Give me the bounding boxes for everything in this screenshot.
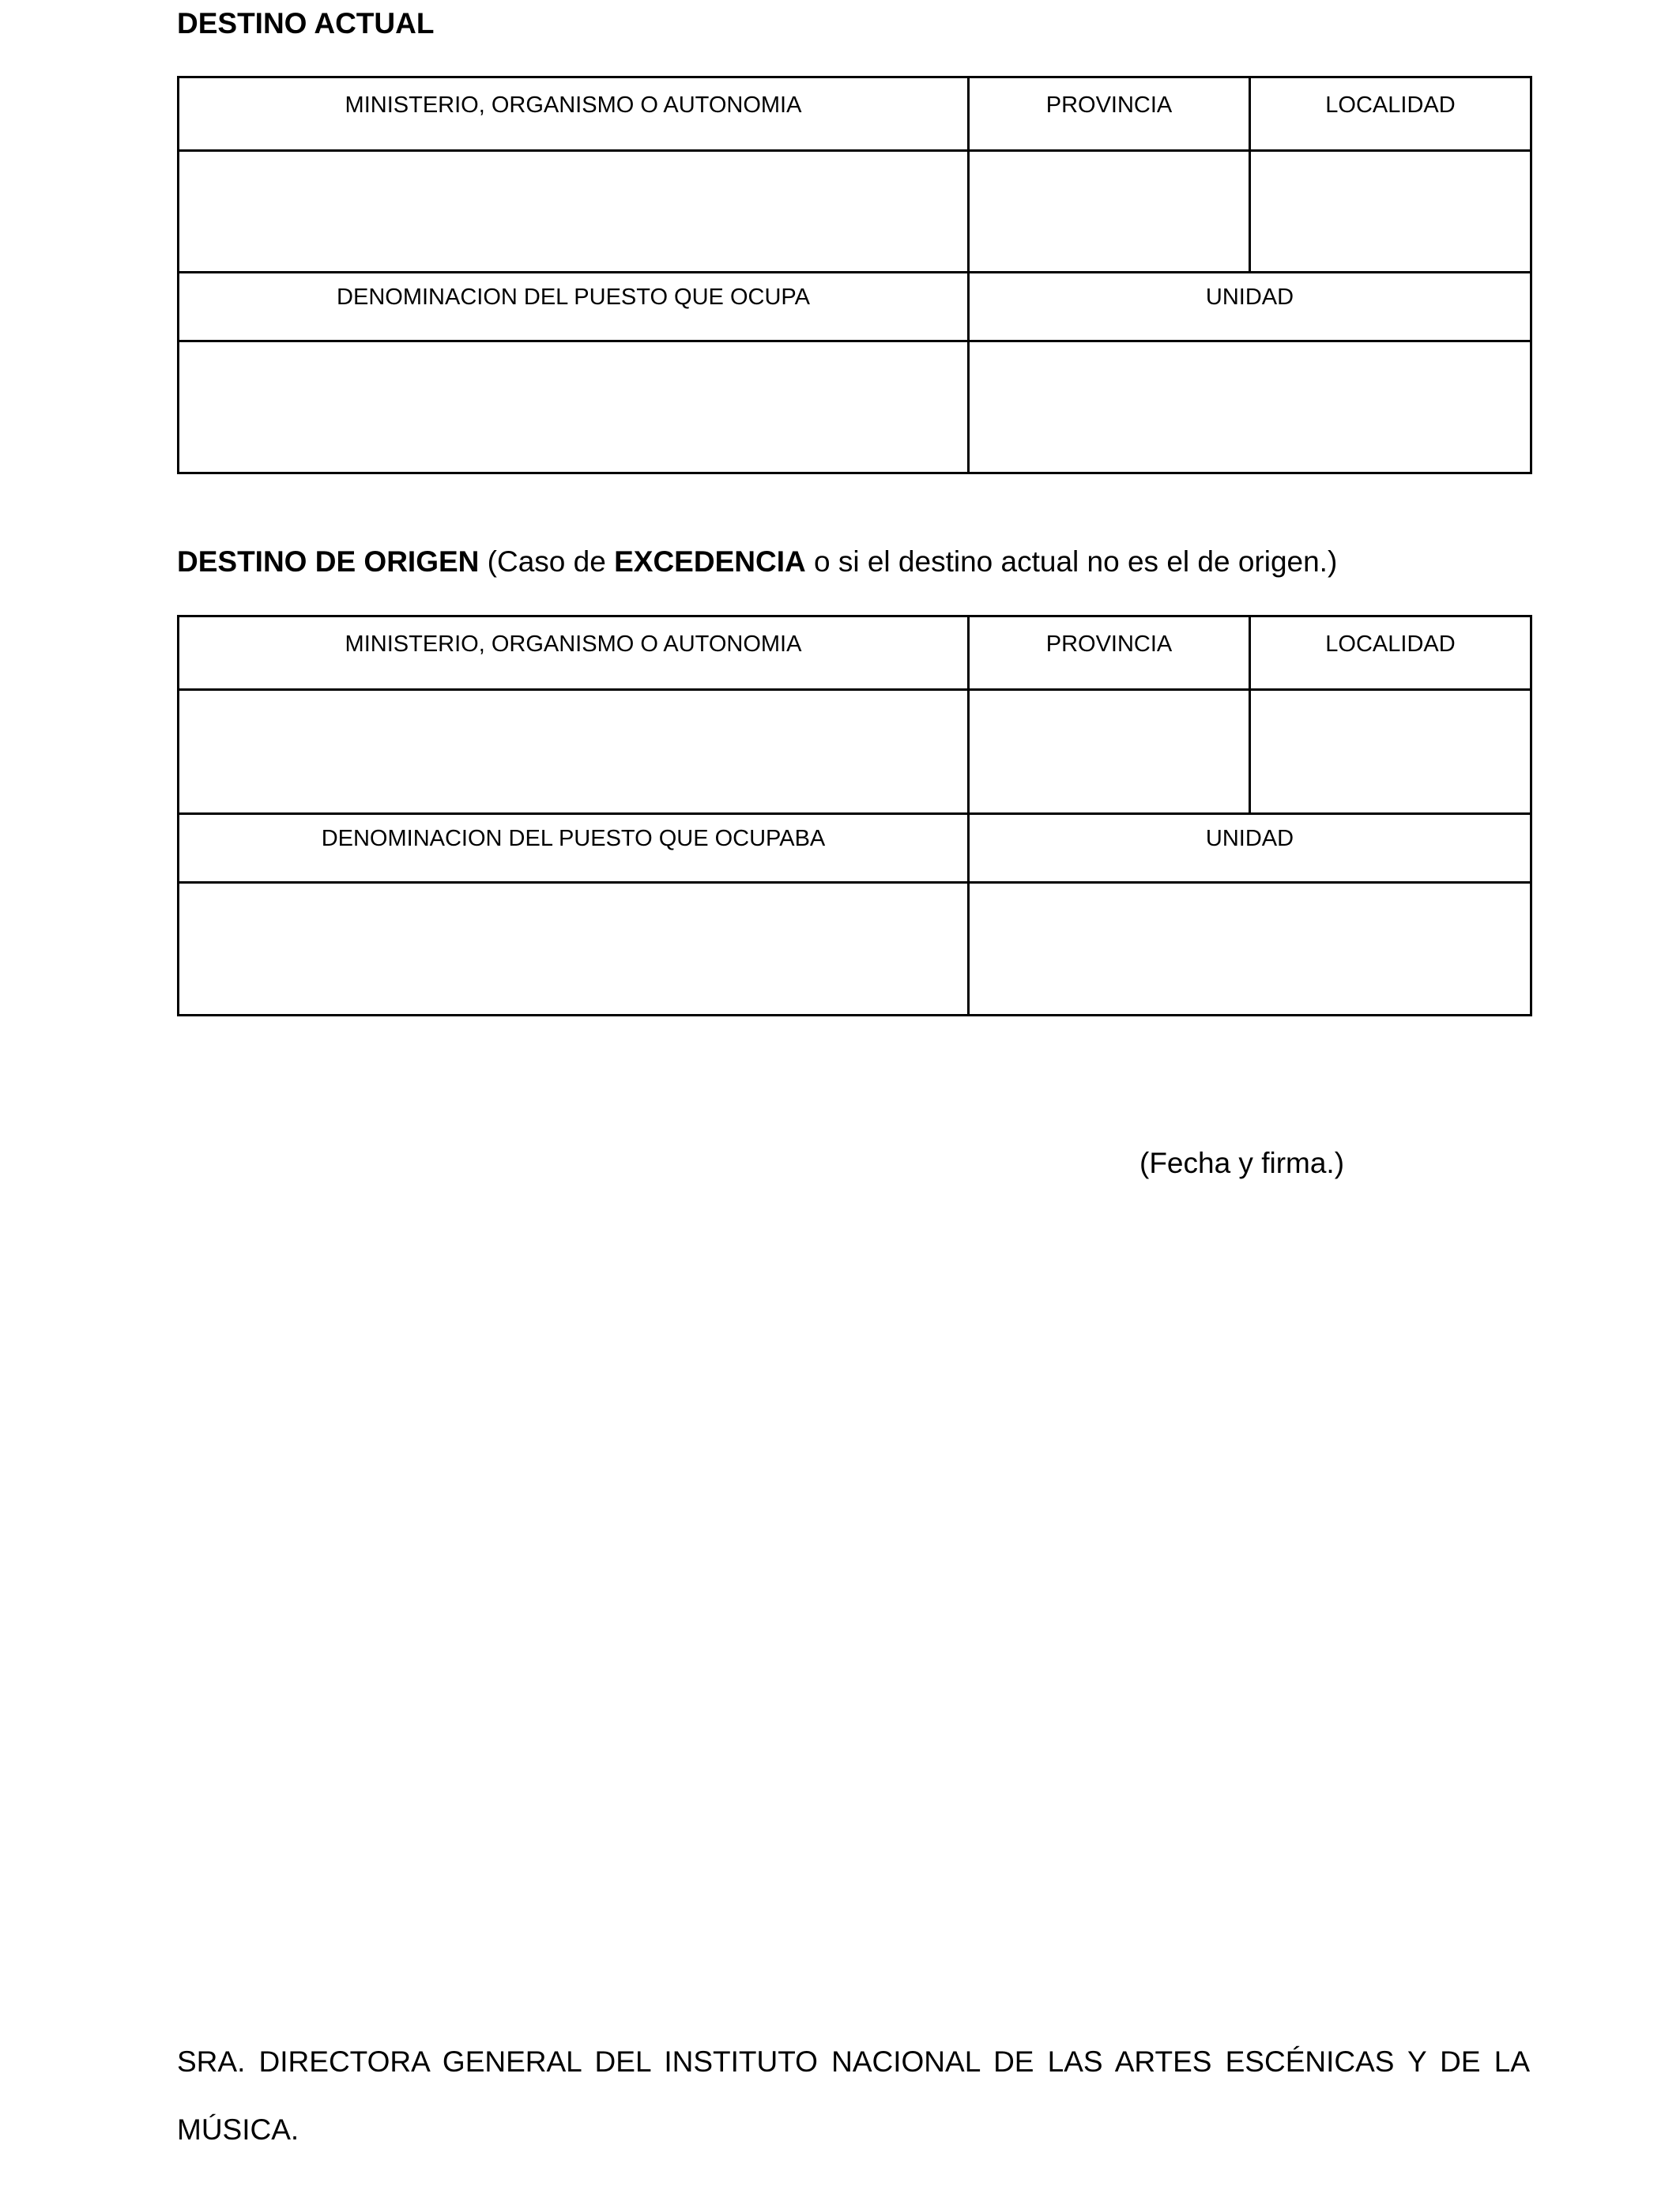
header-provincia: PROVINCIA [969, 77, 1250, 151]
provincia-field[interactable] [969, 690, 1250, 814]
localidad-field[interactable] [1250, 151, 1531, 273]
puesto-field[interactable] [179, 883, 969, 1016]
header-puesto: DENOMINACION DEL PUESTO QUE OCUPABA [179, 814, 969, 883]
destino-origen-note-1: (Caso de [479, 545, 615, 578]
header-localidad: LOCALIDAD [1250, 616, 1531, 690]
ministerio-field[interactable] [179, 151, 969, 273]
puesto-field[interactable] [179, 341, 969, 473]
section-title-destino-actual [177, 6, 434, 41]
header-ministerio: MINISTERIO, ORGANISMO O AUTONOMIA [179, 77, 969, 151]
header-puesto: DENOMINACION DEL PUESTO QUE OCUPA [179, 273, 969, 341]
destino-origen-title: DESTINO DE ORIGEN [177, 545, 480, 578]
ministerio-field[interactable] [179, 690, 969, 814]
header-ministerio: MINISTERIO, ORGANISMO O AUTONOMIA [179, 616, 969, 690]
signature-label: (Fecha y firma.) [1139, 1147, 1345, 1179]
excedencia-label: EXCEDENCIA [614, 545, 806, 578]
header-localidad: LOCALIDAD [1250, 77, 1531, 151]
provincia-field[interactable] [969, 151, 1250, 273]
destino-origen-table [177, 615, 1532, 1016]
destino-origen-note-2: o si el destino actual no es el de origen.) [805, 545, 1338, 578]
header-unidad: UNIDAD [969, 814, 1531, 883]
section-title-destino-origen [177, 545, 1337, 579]
unidad-field[interactable] [969, 341, 1531, 473]
addressee-line-2: MÚSICA. [177, 2113, 299, 2146]
localidad-field[interactable] [1250, 690, 1531, 814]
addressee-line-1: SRA. DIRECTORA GENERAL DEL INSTITUTO NACIONAL DE LAS ARTES ESCÉNICAS Y DE LA [177, 2045, 1530, 2078]
header-unidad: UNIDAD [969, 273, 1531, 341]
destino-actual-table [177, 76, 1532, 474]
destino-actual-title: DESTINO ACTUAL [177, 7, 435, 40]
unidad-field[interactable] [969, 883, 1531, 1016]
header-provincia: PROVINCIA [969, 616, 1250, 690]
